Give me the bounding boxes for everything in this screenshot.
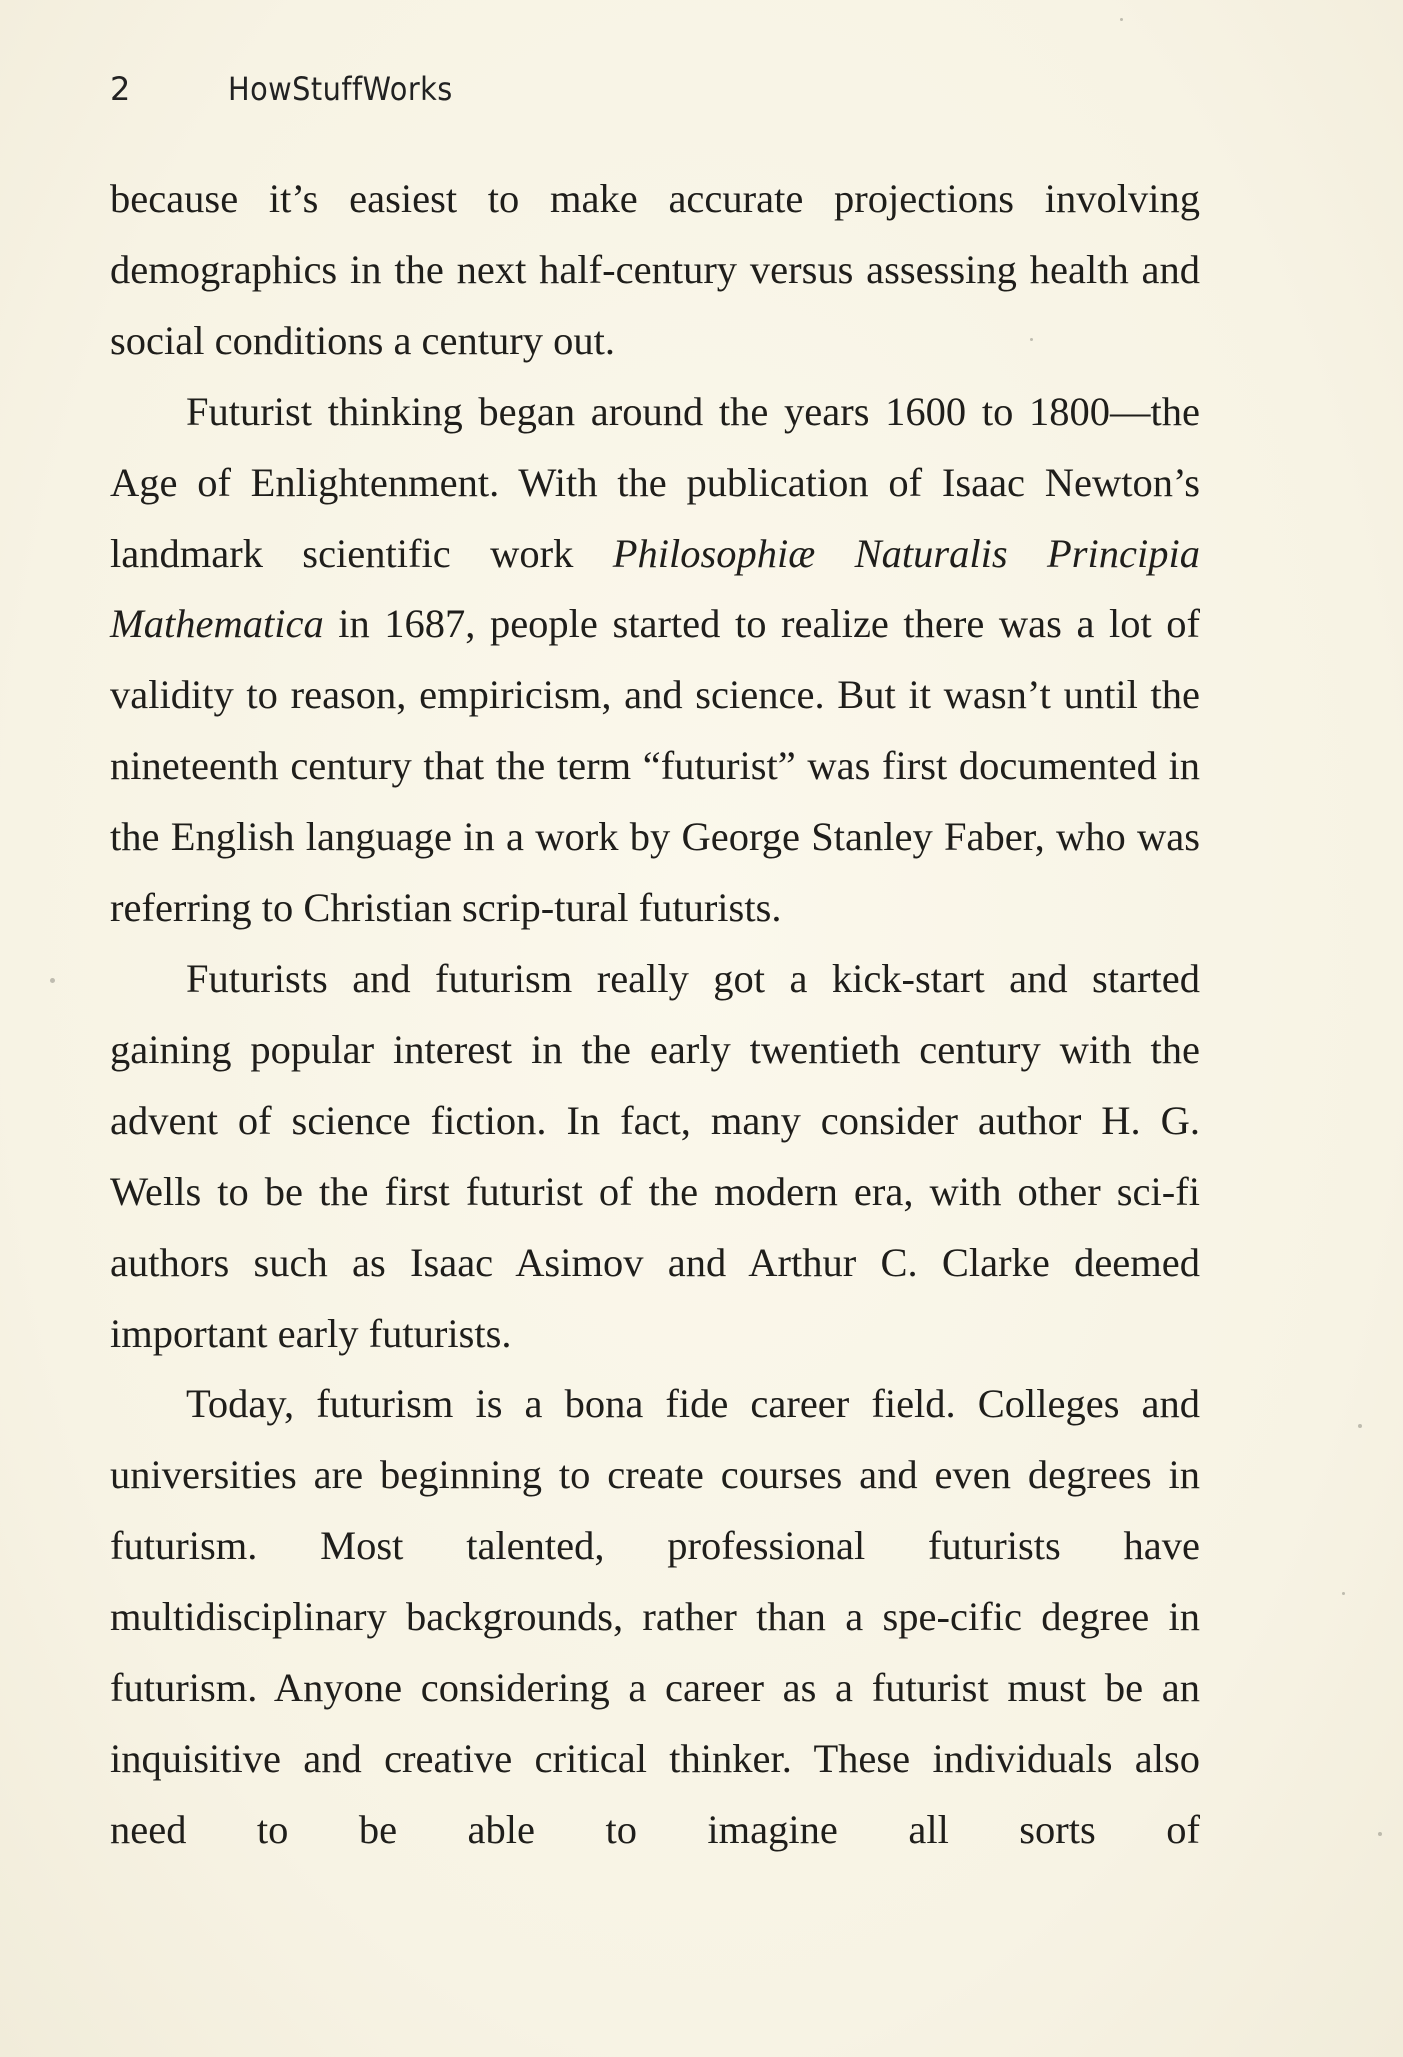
scan-speck <box>1358 1424 1362 1428</box>
paragraph-text: Futurist thinking began around the years 1600 to 1800—the Age of Enlightenment. With the publication of Isaac Newton’s landmark scientific work <box>110 388 1200 576</box>
paragraph-1 <box>110 164 1200 377</box>
scan-speck <box>1120 18 1123 21</box>
paragraph-2 <box>110 377 1200 944</box>
book-title-italic: Philosophiæ Naturalis Principia Mathematica <box>110 530 1200 647</box>
paragraph-4 <box>110 1369 1200 1865</box>
paragraph-3 <box>110 944 1200 1369</box>
paragraph-text: in 1687, people started to realize there was a lot of validity to reason, empiricism, and science. But it wasn’t until the nineteenth century that the term “futurist” was first documented in the English language in a work by George Stanley Faber, who was referring to Christian scrip-tural futurists. <box>110 601 1200 931</box>
body-text <box>110 164 1200 1866</box>
running-title: HowStuffWorks <box>228 70 453 108</box>
paragraph-text: because it’s easiest to make accurate projections involving demographics in the next half-century versus assessing health and social conditions a century out. <box>110 176 1200 363</box>
paragraph-text: Today, futurism is a bona fide career field. Colleges and universities are beginning to create courses and even degrees in futurism. Most talented, professional futurists have multidisciplinary backgrounds, rather than a spe-cific degree in futurism. Anyone considering a career as a futurist must be an inquisitive and creative critical thinker. These individuals also need to be able to imagine all sorts of <box>110 1381 1200 1852</box>
paragraph-text: Futurists and futurism really got a kick-start and started gaining popular interest in the early twentieth century with the advent of science fiction. In fact, many consider author H. G. Wells to be the first futurist of the modern era, with other sci-fi authors such as Isaac Asimov and Arthur C. Clarke deemed important early futurists. <box>110 955 1200 1356</box>
scan-speck <box>1342 1592 1345 1595</box>
page-header <box>110 70 478 118</box>
page-number: 2 <box>110 70 131 108</box>
scan-speck <box>50 978 55 983</box>
scan-speck <box>1378 1832 1382 1836</box>
scan-speck <box>1030 338 1033 341</box>
